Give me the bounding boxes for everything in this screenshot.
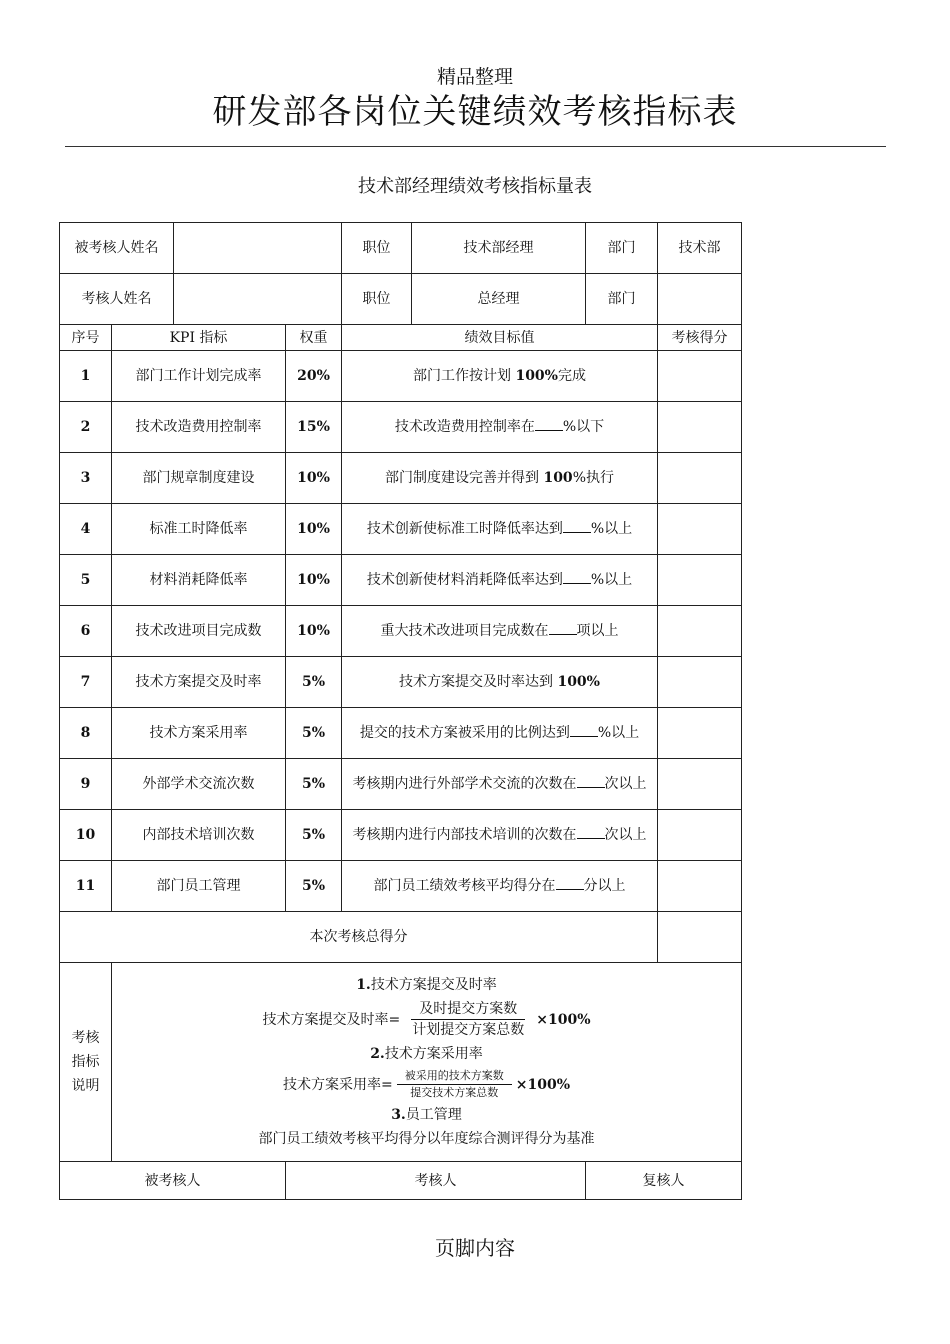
- note-text-3: 部门员工绩效考核平均得分以年度综合测评得分为基准: [258, 1131, 595, 1147]
- kpi-score-cell[interactable]: [658, 453, 742, 504]
- target-value: 考核期内进行内部技术培训的次数在 次以上: [353, 823, 647, 847]
- signature-assessor[interactable]: 考核人: [286, 1162, 586, 1200]
- kpi-weight: 10%: [286, 606, 342, 657]
- notes-label-line: 说明: [71, 1078, 100, 1094]
- kpi-name: 内部技术培训次数: [112, 810, 286, 861]
- target-value: 考核期内进行外部学术交流的次数在 次以上: [353, 772, 647, 796]
- kpi-score-cell[interactable]: [658, 402, 742, 453]
- fill-in-blank[interactable]: [535, 416, 563, 431]
- kpi-target: [342, 657, 658, 708]
- target-value: 重大技术改进项目完成数在 项以上: [381, 619, 619, 643]
- kpi-table: [59, 222, 742, 1200]
- kpi-name: 部门员工管理: [112, 861, 286, 912]
- row-number: 4: [60, 504, 112, 555]
- target-value: 部门制度建设完善并得到 100%执行: [385, 470, 614, 486]
- kpi-target: [342, 759, 658, 810]
- table-title: 技术部经理绩效考核指标量表: [358, 176, 592, 197]
- notes-content: [112, 963, 742, 1162]
- assessee-position-value: 技术部经理: [412, 223, 586, 274]
- note-heading-3: 3.员工管理: [391, 1107, 462, 1123]
- kpi-score-cell[interactable]: [658, 657, 742, 708]
- row-number: 3: [60, 453, 112, 504]
- fill-in-blank[interactable]: [570, 722, 598, 737]
- assessor-position-label: 职位: [342, 274, 412, 325]
- row-number: 11: [60, 861, 112, 912]
- row-number: 1: [60, 351, 112, 402]
- total-score-cell[interactable]: [658, 912, 742, 963]
- assessor-name-label: 考核人姓名: [60, 274, 174, 325]
- kpi-name: 技术方案采用率: [112, 708, 286, 759]
- kpi-name: 部门规章制度建设: [112, 453, 286, 504]
- target-value: 技术方案提交及时率达到 100%: [399, 674, 600, 690]
- kpi-target: [342, 810, 658, 861]
- formula-2-numerator: 被采用的技术方案数: [397, 1068, 512, 1085]
- formula-1-right: ×100%: [536, 1011, 591, 1028]
- formula-1-fraction: [404, 999, 532, 1040]
- formula-1-numerator: 及时提交方案数: [411, 999, 525, 1020]
- info-row-assessee: [60, 223, 742, 274]
- formula-2-denominator: 提交技术方案总数: [410, 1086, 499, 1099]
- target-value: 部门工作按计划 100%完成: [413, 368, 586, 384]
- kpi-weight: 15%: [286, 402, 342, 453]
- kpi-weight: 5%: [286, 657, 342, 708]
- row-number: 6: [60, 606, 112, 657]
- page-footer: 页脚内容: [435, 1236, 515, 1260]
- notes-label-line: 考核: [71, 1030, 100, 1046]
- kpi-name: 技术方案提交及时率: [112, 657, 286, 708]
- kpi-row: [60, 708, 742, 759]
- kpi-target: [342, 402, 658, 453]
- assessee-dept-label: 部门: [586, 223, 658, 274]
- kpi-score-cell[interactable]: [658, 759, 742, 810]
- fill-in-blank[interactable]: [577, 773, 605, 788]
- formula-2-fraction: [397, 1068, 512, 1101]
- kpi-weight: 20%: [286, 351, 342, 402]
- assessor-position-value: 总经理: [412, 274, 586, 325]
- kpi-weight: 10%: [286, 504, 342, 555]
- kpi-row: [60, 861, 742, 912]
- row-number: 9: [60, 759, 112, 810]
- row-number: 8: [60, 708, 112, 759]
- kpi-target: [342, 606, 658, 657]
- kpi-score-cell[interactable]: [658, 555, 742, 606]
- note-heading-1: 1.技术方案提交及时率: [356, 977, 497, 993]
- kpi-weight: 10%: [286, 453, 342, 504]
- kpi-weight: 10%: [286, 555, 342, 606]
- assessee-dept-value: 技术部: [658, 223, 742, 274]
- kpi-row: [60, 657, 742, 708]
- fill-in-blank[interactable]: [577, 824, 605, 839]
- assessee-name-label: 被考核人姓名: [60, 223, 174, 274]
- fill-in-blank[interactable]: [549, 620, 577, 635]
- kpi-row: [60, 555, 742, 606]
- assessor-dept-value[interactable]: [658, 274, 742, 325]
- kpi-target: [342, 555, 658, 606]
- kpi-row: [60, 402, 742, 453]
- formula-1-left: 技术方案提交及时率=: [262, 1011, 401, 1028]
- kpi-weight: 5%: [286, 708, 342, 759]
- target-value: 技术创新使标准工时降低率达到 %以上: [367, 517, 632, 541]
- formula-1-denominator: 计划提交方案总数: [412, 1022, 525, 1038]
- row-number: 2: [60, 402, 112, 453]
- kpi-score-cell[interactable]: [658, 708, 742, 759]
- fill-in-blank[interactable]: [563, 518, 591, 533]
- kpi-name: 标准工时降低率: [112, 504, 286, 555]
- signature-row: [60, 1162, 742, 1200]
- assessee-name-value[interactable]: [174, 223, 342, 274]
- notes-label-line: 指标: [71, 1054, 100, 1070]
- kpi-name: 部门工作计划完成率: [112, 351, 286, 402]
- target-value: 技术改造费用控制率在 %以下: [395, 415, 604, 439]
- kpi-row: [60, 453, 742, 504]
- column-header-row: [60, 325, 742, 351]
- target-value: 部门员工绩效考核平均得分在 分以上: [374, 874, 626, 898]
- kpi-score-cell[interactable]: [658, 606, 742, 657]
- total-row: [60, 912, 742, 963]
- kpi-target: [342, 504, 658, 555]
- kpi-score-cell[interactable]: [658, 504, 742, 555]
- kpi-row: [60, 504, 742, 555]
- notes-label: [60, 963, 112, 1162]
- kpi-row: [60, 606, 742, 657]
- col-header-kpi: KPI 指标: [112, 325, 286, 351]
- kpi-score-cell[interactable]: [658, 351, 742, 402]
- signature-reviewer[interactable]: 复核人: [586, 1162, 742, 1200]
- kpi-target: [342, 708, 658, 759]
- note-heading-2: 2.技术方案采用率: [370, 1046, 483, 1062]
- kpi-score-cell[interactable]: [658, 861, 742, 912]
- kpi-name: 技术改进项目完成数: [112, 606, 286, 657]
- assessee-position-label: 职位: [342, 223, 412, 274]
- kpi-target: [342, 453, 658, 504]
- col-header-score: 考核得分: [658, 325, 742, 351]
- col-header-weight: 权重: [286, 325, 342, 351]
- kpi-name: 外部学术交流次数: [112, 759, 286, 810]
- col-header-no: 序号: [60, 325, 112, 351]
- kpi-weight: 5%: [286, 861, 342, 912]
- assessor-name-value[interactable]: [174, 274, 342, 325]
- fill-in-blank[interactable]: [563, 569, 591, 584]
- row-number: 7: [60, 657, 112, 708]
- kpi-name: 技术改造费用控制率: [112, 402, 286, 453]
- info-row-assessor: [60, 274, 742, 325]
- kpi-row: [60, 810, 742, 861]
- kpi-target: [342, 351, 658, 402]
- target-value: 技术创新使材料消耗降低率达到 %以上: [367, 568, 632, 592]
- kpi-score-cell[interactable]: [658, 810, 742, 861]
- notes-row: [60, 963, 742, 1162]
- kpi-target: [342, 861, 658, 912]
- formula-2: [115, 1066, 738, 1103]
- col-header-target: 绩效目标值: [342, 325, 658, 351]
- title-divider: [65, 146, 886, 147]
- formula-1: [115, 997, 738, 1042]
- kpi-name: 材料消耗降低率: [112, 555, 286, 606]
- formula-2-left: 技术方案采用率=: [283, 1076, 393, 1093]
- signature-assessee[interactable]: 被考核人: [60, 1162, 286, 1200]
- row-number: 5: [60, 555, 112, 606]
- page-title: 研发部各岗位关键绩效考核指标表: [212, 92, 738, 132]
- kpi-row: [60, 351, 742, 402]
- kpi-rows: [60, 351, 742, 912]
- fill-in-blank[interactable]: [556, 875, 584, 890]
- kpi-weight: 5%: [286, 759, 342, 810]
- assessor-dept-label: 部门: [586, 274, 658, 325]
- total-label: 本次考核总得分: [60, 912, 658, 963]
- row-number: 10: [60, 810, 112, 861]
- kpi-weight: 5%: [286, 810, 342, 861]
- top-note: 精品整理: [436, 66, 513, 88]
- kpi-row: [60, 759, 742, 810]
- target-value: 提交的技术方案被采用的比例达到 %以上: [360, 721, 639, 745]
- formula-2-right: ×100%: [515, 1076, 570, 1093]
